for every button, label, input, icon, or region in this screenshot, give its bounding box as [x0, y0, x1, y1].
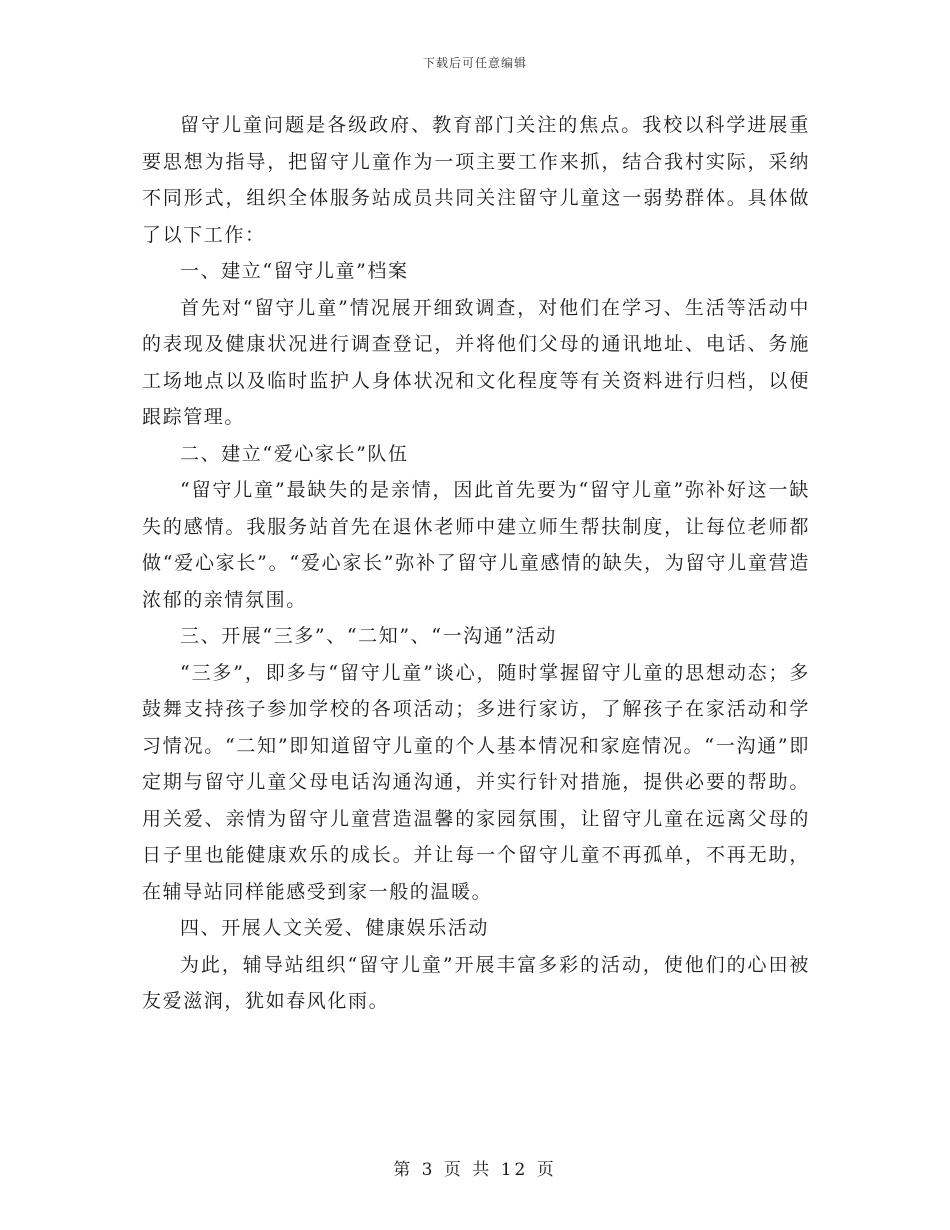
section-heading-2: 二、建立“爱心家长”队伍	[180, 442, 409, 465]
section-1-paragraph: 首先对“留守儿童”情况展开细致调查，对他们在学习、生活等活动中的表现及健康状况进行调查登记，并将他们父母的通讯地址、电话、务施工场地点以及临时监护人身体状况和文化程度等有关资料进行归档，以便跟踪管理。	[142, 296, 810, 428]
page-header-note: 下载后可任意编辑	[422, 56, 527, 70]
section-heading-1: 一、建立“留守儿童”档案	[180, 260, 409, 282]
intro-paragraph: 留守儿童问题是各级政府、教育部门关注的焦点。我校以科学进展重要思想为指导，把留守儿童作为一项主要工作来抓，结合我村实际，采纳不同形式，组织全体服务站成员共同关注留守儿童这一弱势群体。具体做了以下工作：	[142, 114, 810, 246]
section-3-paragraph: “三多”，即多与“留守儿童”谈心，随时掌握留守儿童的思想动态；多鼓舞支持孩子参加学校的各项活动；多进行家访，了解孩子在家活动和学习情况。“二知”即知道留守儿童的个人基本情况和家庭情况。“一沟通”即定期与留守儿童父母电话沟通沟通，并实行针对措施，提供必要的帮助。用关爱、亲情为留守儿童营造温馨的家园氛围，让留守儿童在远离父母的日子里也能健康欢乐的成长。并让每一个留守儿童不再孤单，不再无助，在辅导站同样能感受到家一般的温暖。	[142, 661, 810, 903]
page-number-footer: 第 3 页 共 12 页	[393, 1160, 557, 1180]
document-body	[142, 107, 810, 1020]
section-2-paragraph: “留守儿童”最缺失的是亲情，因此首先要为“留守儿童”弥补好这一缺失的感情。我服务站首先在退休老师中建立师生帮扶制度，让每位老师都做“爱心家长”。“爱心家长”弥补了留守儿童感情的缺失，为留守儿童营造浓郁的亲情氛围。	[142, 479, 810, 611]
section-4-paragraph: 为此，辅导站组织“留守儿童”开展丰富多彩的活动，使他们的心田被友爱滋润，犹如春风化雨。	[142, 953, 810, 1012]
section-heading-4: 四、开展人文关爱、健康娱乐活动	[180, 917, 490, 939]
section-heading-3: 三、开展“三多”、“二知”、“一沟通”活动	[180, 625, 557, 647]
